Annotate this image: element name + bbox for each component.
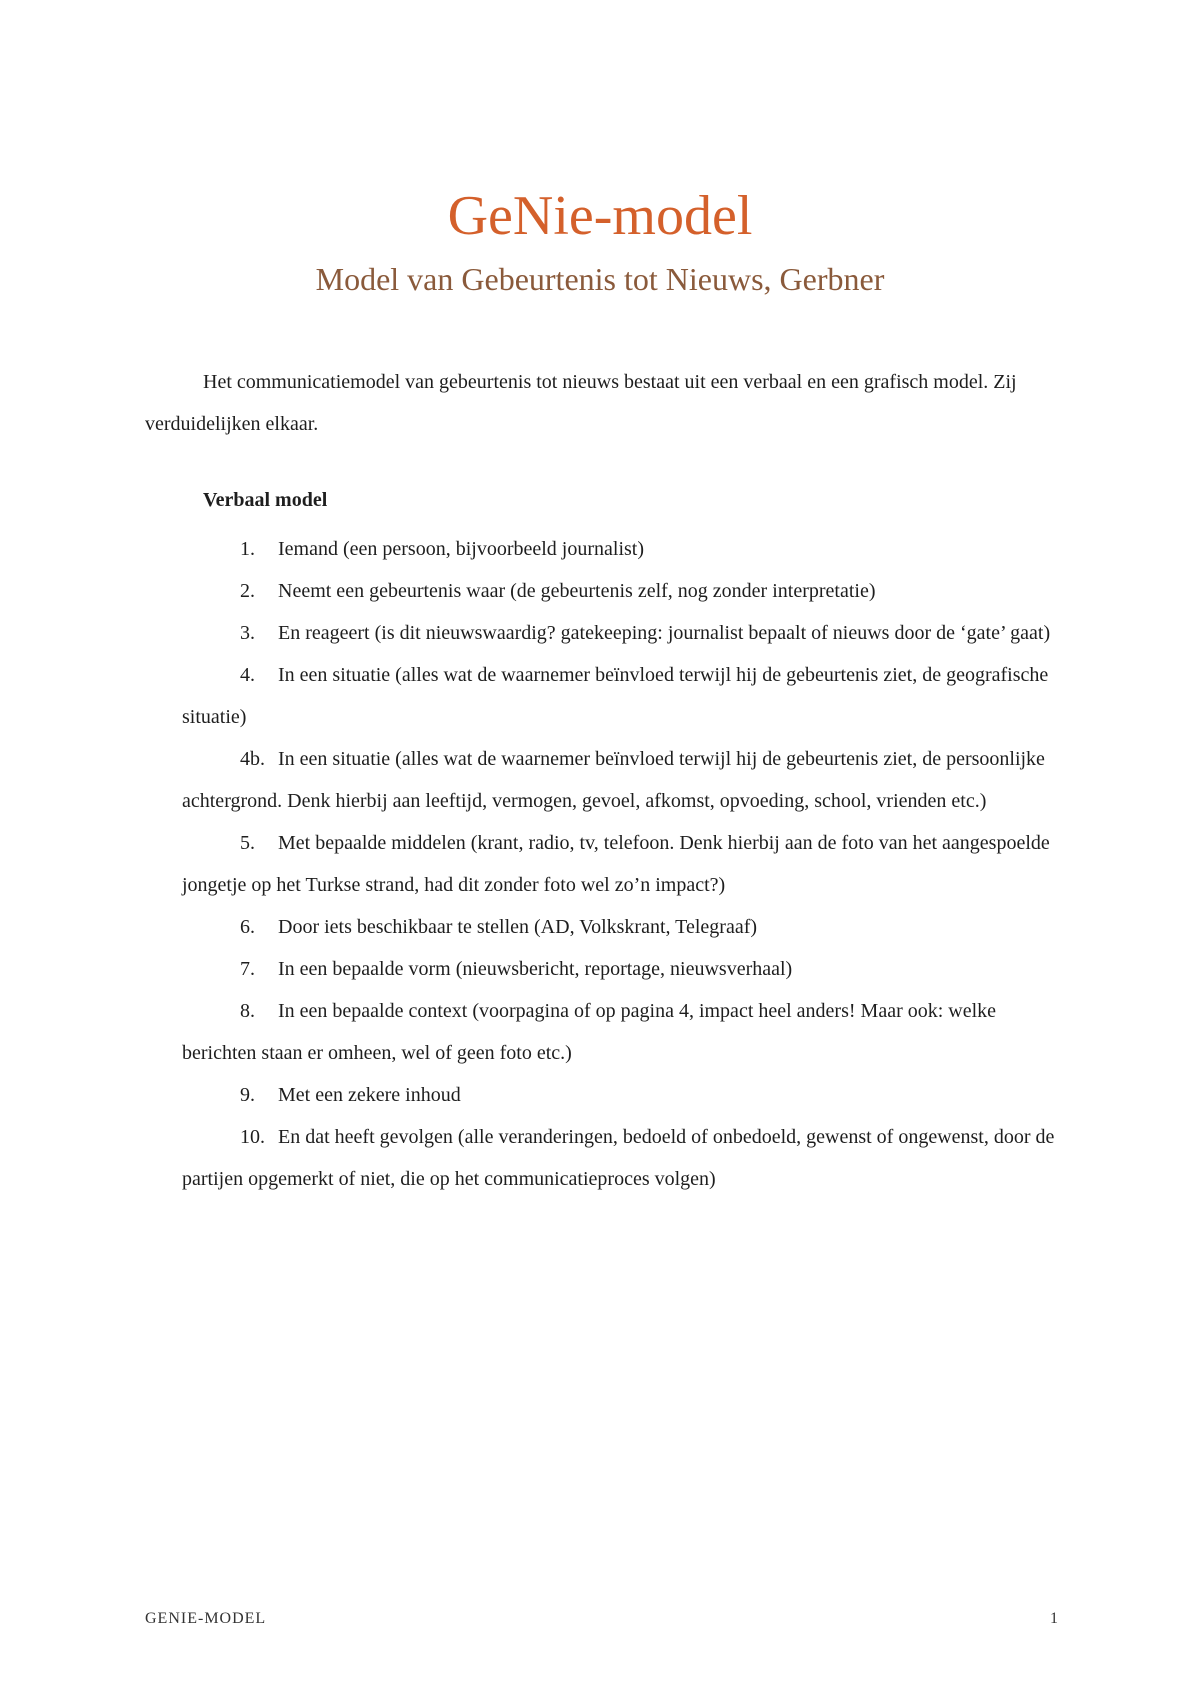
- list-item-number: 9.: [240, 1084, 255, 1106]
- list-item-text: En dat heeft gevolgen (alle veranderingen, bedoeld of onbedoeld, gewenst of ongewenst, door de partijen opgemerkt of niet, die op het communicatieproces volgen): [182, 1126, 1055, 1190]
- list-item-number: 7.: [240, 958, 255, 980]
- list-item-text: In een bepaalde context (voorpagina of op pagina 4, impact heel anders! Maar ook: welke berichten staan er omheen, wel of geen foto etc.): [182, 1000, 997, 1064]
- list-item-text: Met bepaalde middelen (krant, radio, tv, telefoon. Denk hierbij aan de foto van het aangespoelde jongetje op het Turkse strand, had dit zonder foto wel zo’n impact?): [182, 832, 1050, 896]
- list-item-number: 1.: [240, 538, 255, 560]
- list-item-text: En reageert (is dit nieuwswaardig? gatekeeping: journalist bepaalt of nieuws door de ‘gate’ gaat): [278, 622, 1051, 644]
- list-item-text: Iemand (een persoon, bijvoorbeeld journalist): [278, 538, 644, 560]
- list-item-text: Met een zekere inhoud: [278, 1084, 461, 1106]
- list-item-text: Door iets beschikbaar te stellen (AD, Volkskrant, Telegraaf): [278, 916, 758, 938]
- list-item: [145, 1116, 1065, 1200]
- intro-paragraph: Het communicatiemodel van gebeurtenis tot nieuws bestaat uit een verbaal en een grafisch model. Zij verduidelijken elkaar.: [145, 371, 1017, 435]
- list-item-number: 4.: [240, 664, 255, 686]
- list-item: [145, 990, 1065, 1074]
- list-item-text: Neemt een gebeurtenis waar (de gebeurtenis zelf, nog zonder interpretatie): [278, 580, 876, 602]
- list-item-text: In een situatie (alles wat de waarnemer beïnvloed terwijl hij de gebeurtenis ziet, de geografische situatie): [182, 664, 1049, 728]
- list-item-text: In een situatie (alles wat de waarnemer beïnvloed terwijl hij de gebeurtenis ziet, de persoonlijke achtergrond. Denk hierbij aan leeftijd, vermogen, gevoel, afkomst, opvoeding, school, vrienden etc.): [182, 748, 1045, 812]
- list-item-number: 8.: [240, 1000, 255, 1022]
- list-item-number: 5.: [240, 832, 255, 854]
- list-item-number: 6.: [240, 916, 255, 938]
- list-item-number: 3.: [240, 622, 255, 644]
- list-item: [145, 738, 1065, 822]
- list-item: [145, 570, 1065, 612]
- list-item-number: 2.: [240, 580, 255, 602]
- verbal-model-list: [145, 528, 1065, 1200]
- list-item-number: 4b.: [240, 748, 265, 770]
- list-item: [145, 528, 1065, 570]
- page-title: GeNie-model: [447, 185, 753, 247]
- section-heading: Verbaal model: [203, 489, 328, 511]
- list-item: [145, 906, 1065, 948]
- list-item: [145, 1074, 1065, 1116]
- list-item-number: 10.: [240, 1126, 265, 1148]
- list-item: [145, 822, 1065, 906]
- list-item: [145, 654, 1065, 738]
- list-item: [145, 612, 1065, 654]
- footer-running-title: GENIE-MODEL: [145, 1610, 267, 1627]
- list-item: [145, 948, 1065, 990]
- page-subtitle: Model van Gebeurtenis tot Nieuws, Gerbner: [315, 261, 885, 297]
- footer-page-number: 1: [1050, 1610, 1058, 1627]
- list-item-text: In een bepaalde vorm (nieuwsbericht, reportage, nieuwsverhaal): [278, 958, 793, 980]
